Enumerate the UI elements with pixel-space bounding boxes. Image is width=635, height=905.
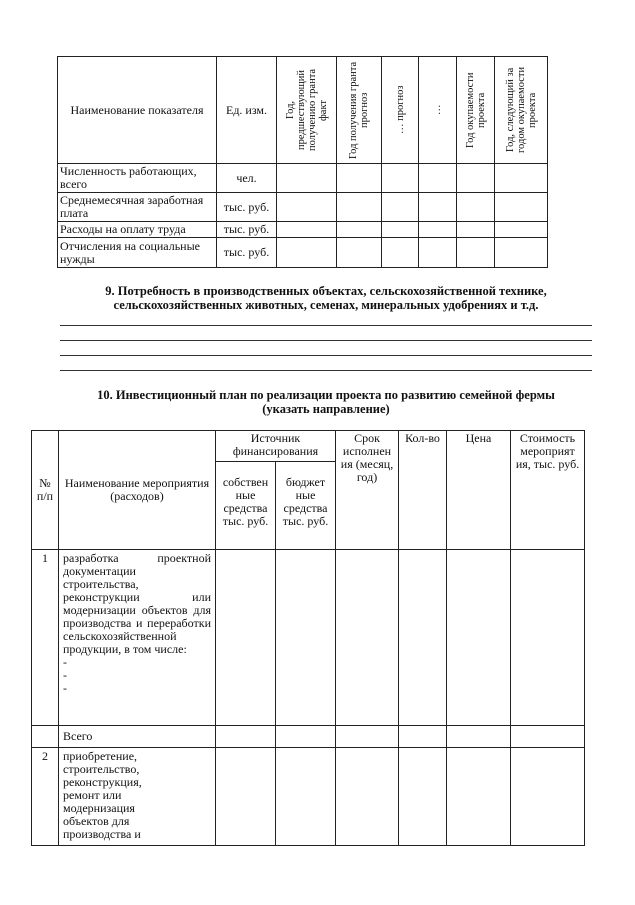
row-activity-text: разработка проектной документации строительства, реконструкции или модернизации объектов для производства и переработки сельскохозяйственной продукции, в том числе: (63, 551, 211, 656)
header-quantity: Кол-во (399, 431, 447, 550)
header-price: Цена (447, 431, 511, 550)
table-row (32, 726, 585, 748)
row-unit: тыс. руб. (217, 222, 277, 238)
row-activity-text: приобретение, строительство, реконструкция, ремонт или модернизация объектов для производства и (59, 748, 216, 846)
row-activity (59, 550, 216, 726)
table1-header-row (58, 57, 548, 164)
section-10-line2: (указать направление) (262, 402, 390, 416)
row-total-label: Всего (59, 726, 216, 748)
header-dots-forecast: … прогноз (394, 85, 406, 135)
header-cost: Стоимость мероприят ия, тыс. руб. (511, 431, 585, 550)
header-unit: Ед. изм. (217, 57, 277, 164)
section-9-line2: сельскохозяйственных животных, семенах, минеральных удобрениях и т.д. (113, 298, 539, 312)
table-row (58, 193, 548, 222)
table-row (58, 222, 548, 238)
header-funding-source: Источник финансирования (216, 431, 336, 462)
header-number: № п/п (32, 431, 59, 550)
section-9-line1: 9. Потребность в производственных объектах, сельскохозяйственной технике, (105, 284, 547, 298)
investment-plan-table (31, 430, 585, 846)
row-dash: - (63, 655, 67, 669)
table2-header-row1 (32, 431, 585, 462)
header-next-year: Год, следующий за годом окупаемости проекта (504, 66, 538, 154)
header-indicator-name: Наименование показателя (58, 57, 217, 164)
header-grant-year: Год получения гранта прогноз (348, 61, 370, 159)
table-row (32, 748, 585, 846)
header-prev-year: Год, предшествующий получению гранта факт (284, 68, 329, 152)
section-9-heading (60, 284, 592, 312)
row-number (32, 726, 59, 748)
section-10-line1: 10. Инвестиционный план по реализации проекта по развитию семейной фермы (97, 388, 555, 402)
row-name: Среднемесячная заработная плата (58, 193, 217, 222)
row-unit: тыс. руб. (217, 238, 277, 268)
header-term: Срок исполнен ия (месяц, год) (336, 431, 399, 550)
row-dash: - (63, 668, 67, 682)
table-row (58, 164, 548, 193)
blank-line (60, 355, 592, 356)
row-number: 2 (32, 748, 59, 846)
blank-line (60, 370, 592, 371)
table-row (32, 550, 585, 726)
header-activity-name: Наименование мероприятия (расходов) (59, 431, 216, 550)
row-dash: - (63, 681, 67, 695)
header-budget-funds: бюджет ные средства тыс. руб. (276, 462, 336, 550)
blank-line (60, 325, 592, 326)
table-row (58, 238, 548, 268)
header-own-funds: собствен ные средства тыс. руб. (216, 462, 276, 550)
row-name: Численность работающих, всего (58, 164, 217, 193)
row-name: Расходы на оплату труда (58, 222, 217, 238)
row-unit: тыс. руб. (217, 193, 277, 222)
row-name: Отчисления на социальные нужды (58, 238, 217, 268)
row-number: 1 (32, 550, 59, 726)
header-payback-year: Год окупаемости проекта (464, 72, 487, 148)
section-10-heading (60, 388, 592, 416)
row-unit: чел. (217, 164, 277, 193)
blank-line (60, 340, 592, 341)
header-dots: … (432, 104, 443, 116)
workforce-table (57, 56, 548, 268)
